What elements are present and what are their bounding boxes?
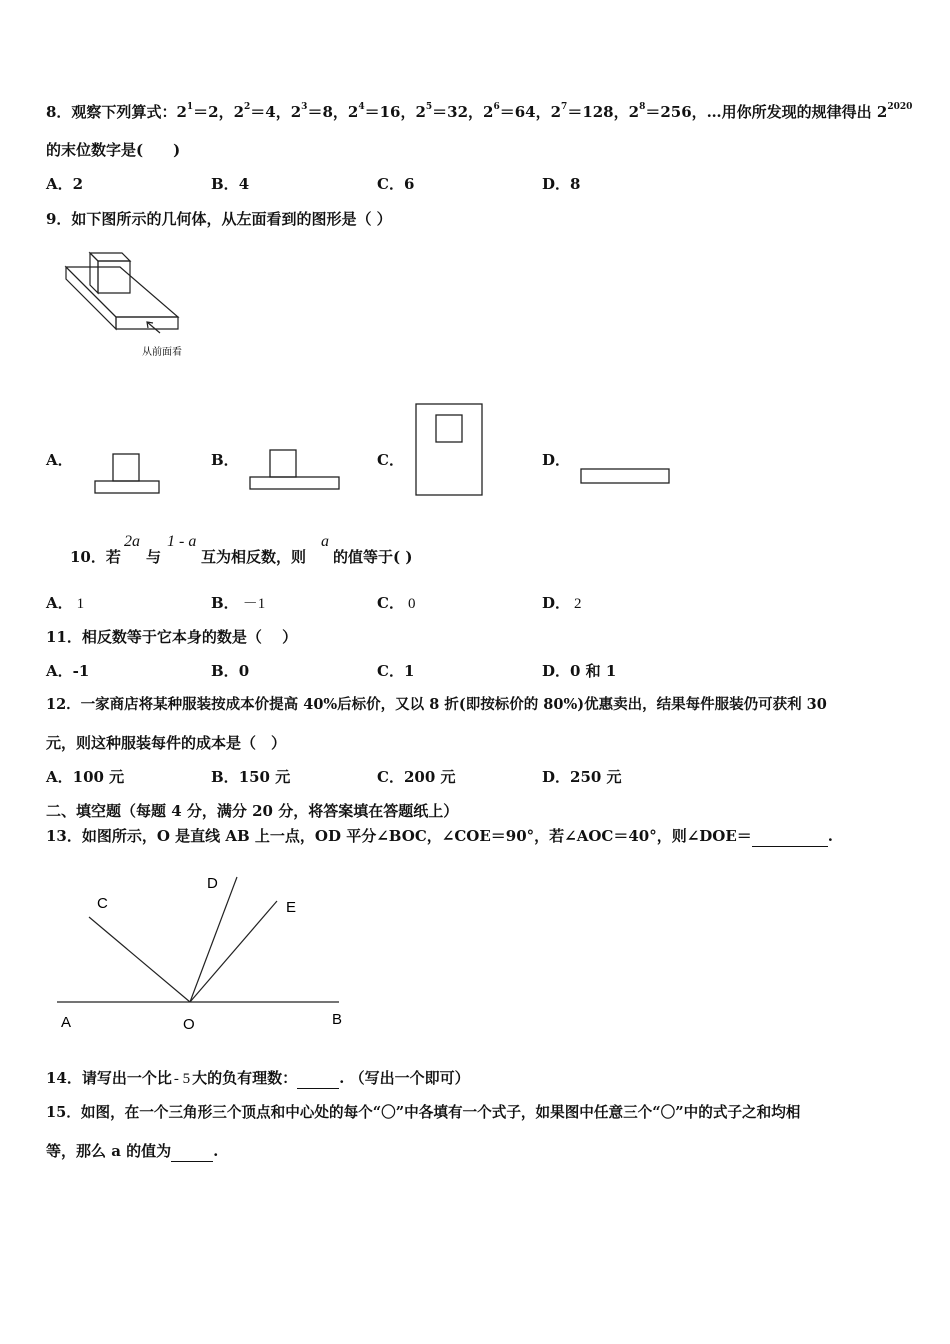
square-shape xyxy=(113,454,139,481)
q12-option-c-label: C． xyxy=(377,768,404,786)
q15-end: . xyxy=(213,1142,219,1160)
q14-prefix: 14．请写出一个比 xyxy=(46,1069,172,1087)
q10-var: a xyxy=(321,533,329,550)
q8-final-exponent: 2020 xyxy=(887,102,913,112)
q12-line2: 元，则这种服装每件的成本是（ ） xyxy=(46,734,287,752)
q10-option-d[interactable] xyxy=(542,593,582,614)
q11-option-a-label: A． xyxy=(46,662,73,680)
q9-option-b-label: B． xyxy=(211,451,239,469)
slab-top-face xyxy=(66,267,178,317)
q12-option-a[interactable] xyxy=(46,767,124,787)
q12-line1: 12．一家商店将某种服装按成本价提高 40%后标价，又以 8 折(即按标价的 80%)优惠卖出，结果每件服装仍可获利 30 xyxy=(46,696,827,713)
q8-power-item xyxy=(629,103,707,121)
q8-option-b-value: 4 xyxy=(238,175,250,193)
q8-option-d-value: 8 xyxy=(570,175,581,193)
section2-title: 二、填空题（每题 4 分，满分 20 分，将答案填在答题纸上） xyxy=(46,802,459,820)
power-base: 2 xyxy=(550,103,562,121)
q10-option-a[interactable] xyxy=(46,593,84,614)
slab-side-face xyxy=(66,267,116,329)
q8-power-item xyxy=(483,103,551,121)
q9-text: 9．如下图所示的几何体，从左面看到的图形是（ ） xyxy=(46,210,392,228)
q11-option-c-value: 1 xyxy=(403,662,415,680)
q11-option-a-value: -1 xyxy=(72,662,90,680)
base-shape xyxy=(250,477,339,489)
q9-option-c-label: C． xyxy=(377,451,404,469)
q11-option-c[interactable] xyxy=(377,661,414,681)
q10-option-c-value: 0 xyxy=(407,596,416,612)
q10-option-d-value: 2 xyxy=(574,596,582,612)
q13-angle-figure xyxy=(55,870,355,1035)
power-result: ＝256， xyxy=(645,103,707,121)
q12-option-b-label: B． xyxy=(211,768,239,786)
q12-option-d-label: D． xyxy=(542,768,571,786)
q8-option-d-label: D． xyxy=(542,175,571,193)
q12-option-c[interactable] xyxy=(377,767,456,787)
q11-option-c-label: C． xyxy=(377,662,404,680)
q10-expr2: 1 - a xyxy=(167,533,197,550)
q10-expr1: 2a xyxy=(124,533,140,550)
label-b: B xyxy=(332,1011,343,1028)
q8-power-list xyxy=(176,103,706,121)
power-result: ＝128， xyxy=(567,103,629,121)
q11-option-b-value: 0 xyxy=(238,662,250,680)
q11-text: 11．相反数等于它本身的数是（ ） xyxy=(46,628,298,646)
q9-option-b[interactable] xyxy=(211,450,239,470)
q8-suffix: …用你所发现的规律得出 2 xyxy=(706,103,888,121)
ray-od xyxy=(190,877,237,1002)
q10-option-b-label: B． xyxy=(211,594,239,612)
q8-option-a[interactable] xyxy=(46,174,83,194)
q11-option-d-value: 0 和 1 xyxy=(570,662,617,680)
q9-solid-figure xyxy=(60,245,200,360)
q13-question: 13．如图所示，O 是直线 AB 上一点，OD 平分∠BOC，∠COE＝90°，若∠AOC＝40°，则∠DOE＝ xyxy=(46,827,752,845)
q15-line1: 15．如图，在一个三角形三个顶点和中心处的每个“〇”中各填有一个式子，如果图中任意三个“〇”中的式子之和均相 xyxy=(46,1104,801,1121)
q10-option-c-label: C． xyxy=(377,594,404,612)
outer-rect-shape xyxy=(416,404,482,495)
square-shape xyxy=(270,450,296,477)
q8-option-c-value: 6 xyxy=(403,175,415,193)
q10-option-c[interactable] xyxy=(377,593,415,614)
power-result: ＝16， xyxy=(364,103,416,121)
q9-option-b-figure[interactable] xyxy=(248,448,343,493)
q8-option-a-label: A． xyxy=(46,175,73,193)
q15-line2 xyxy=(46,1141,218,1162)
q15-question: 等，那么 a 的值为 xyxy=(46,1142,172,1160)
power-exponent: 5 xyxy=(425,102,433,112)
q8-option-b[interactable] xyxy=(211,174,249,194)
q8-option-c-label: C． xyxy=(377,175,404,193)
q12-option-a-label: A． xyxy=(46,768,73,786)
power-result: ＝4， xyxy=(250,103,291,121)
q8-option-c[interactable] xyxy=(377,174,414,194)
q9-option-c[interactable] xyxy=(377,450,404,470)
q8-power-item xyxy=(551,103,629,121)
q9-option-a[interactable] xyxy=(46,450,73,470)
q12-option-d-value: 250 元 xyxy=(570,768,622,786)
q9-figure-caption: 从前面看 xyxy=(142,347,182,358)
bar-shape xyxy=(581,469,669,483)
power-result: ＝8， xyxy=(307,103,348,121)
q10-mid2: 互为相反数，则 xyxy=(201,548,307,566)
q10-option-b-value: －1 xyxy=(242,596,266,612)
q9-option-a-label: A． xyxy=(46,451,73,469)
label-e: E xyxy=(286,899,297,916)
q8-power-item xyxy=(234,103,291,121)
power-result: ＝32， xyxy=(432,103,484,121)
q12-option-c-value: 200 元 xyxy=(403,768,456,786)
q8-power-item xyxy=(415,103,483,121)
q13-answer-blank[interactable] xyxy=(752,826,828,847)
power-exponent: 1 xyxy=(186,102,194,112)
power-result: ＝64， xyxy=(499,103,551,121)
q12-option-d[interactable] xyxy=(542,767,622,787)
power-base: 2 xyxy=(415,103,426,121)
power-exponent: 2 xyxy=(244,102,251,112)
q8-power-item xyxy=(176,103,233,121)
q12-option-b-value: 150 元 xyxy=(238,768,291,786)
q8-option-a-value: 2 xyxy=(72,175,84,193)
power-exponent: 3 xyxy=(301,102,308,112)
power-base: 2 xyxy=(290,103,302,121)
q11-option-b-label: B． xyxy=(211,662,239,680)
q14-answer-blank[interactable] xyxy=(297,1068,339,1089)
q8-line1 xyxy=(46,102,912,122)
q10-prefix: 10．若 xyxy=(70,548,121,566)
q10-option-d-label: D． xyxy=(542,594,571,612)
ray-oc xyxy=(89,917,190,1002)
label-a: A xyxy=(61,1014,72,1031)
q11-option-d-label: D． xyxy=(542,662,571,680)
power-base: 2 xyxy=(628,103,640,121)
view-arrow xyxy=(147,322,160,333)
label-d: D xyxy=(207,875,218,892)
inner-square-shape xyxy=(436,415,462,442)
q13-text xyxy=(46,826,833,847)
q12-option-b[interactable] xyxy=(211,767,290,787)
q14-suffix: 大的负有理数： xyxy=(192,1069,298,1087)
q12-option-a-value: 100 元 xyxy=(72,768,125,786)
q14-end: . （写出一个即可） xyxy=(339,1069,470,1087)
q8-option-d[interactable] xyxy=(542,174,580,194)
q8-prefix: 8．观察下列算式： xyxy=(46,103,177,121)
q8-power-item xyxy=(291,103,348,121)
q9-option-d[interactable] xyxy=(542,450,570,470)
q11-option-d[interactable] xyxy=(542,661,616,681)
power-base: 2 xyxy=(483,103,494,121)
power-base: 2 xyxy=(233,103,245,121)
q10-suffix: 的值等于( ) xyxy=(333,548,413,566)
base-shape xyxy=(95,481,159,493)
power-base: 2 xyxy=(176,103,187,121)
q10-mid: 与 xyxy=(146,548,162,566)
q10-option-b[interactable] xyxy=(211,593,265,614)
q8-power-item xyxy=(348,103,416,121)
power-exponent: 7 xyxy=(561,102,568,112)
q9-option-d-figure[interactable] xyxy=(578,467,673,487)
power-exponent: 8 xyxy=(639,102,646,112)
q15-answer-blank[interactable] xyxy=(171,1141,213,1162)
q8-line2: 的末位数字是( ) xyxy=(46,141,181,159)
power-result: ＝2， xyxy=(193,103,234,121)
label-o: O xyxy=(183,1016,195,1033)
power-base: 2 xyxy=(347,103,359,121)
q8-option-b-label: B． xyxy=(211,175,239,193)
q14-text xyxy=(46,1068,470,1089)
ray-oe xyxy=(190,901,277,1002)
q13-end: . xyxy=(827,827,834,845)
q9-option-c-figure[interactable] xyxy=(414,402,486,498)
q14-number: - 5 xyxy=(173,1071,191,1087)
q10-option-a-value: 1 xyxy=(76,596,85,612)
q9-option-a-figure[interactable] xyxy=(93,452,163,497)
cube-front-face xyxy=(98,261,130,293)
label-c: C xyxy=(97,895,108,912)
q9-option-d-label: D． xyxy=(542,451,571,469)
q10-option-a-label: A． xyxy=(46,594,73,612)
power-exponent: 6 xyxy=(493,102,500,112)
q11-option-a[interactable] xyxy=(46,661,89,681)
cube-side-face xyxy=(90,253,98,293)
power-exponent: 4 xyxy=(358,102,365,112)
q11-option-b[interactable] xyxy=(211,661,249,681)
